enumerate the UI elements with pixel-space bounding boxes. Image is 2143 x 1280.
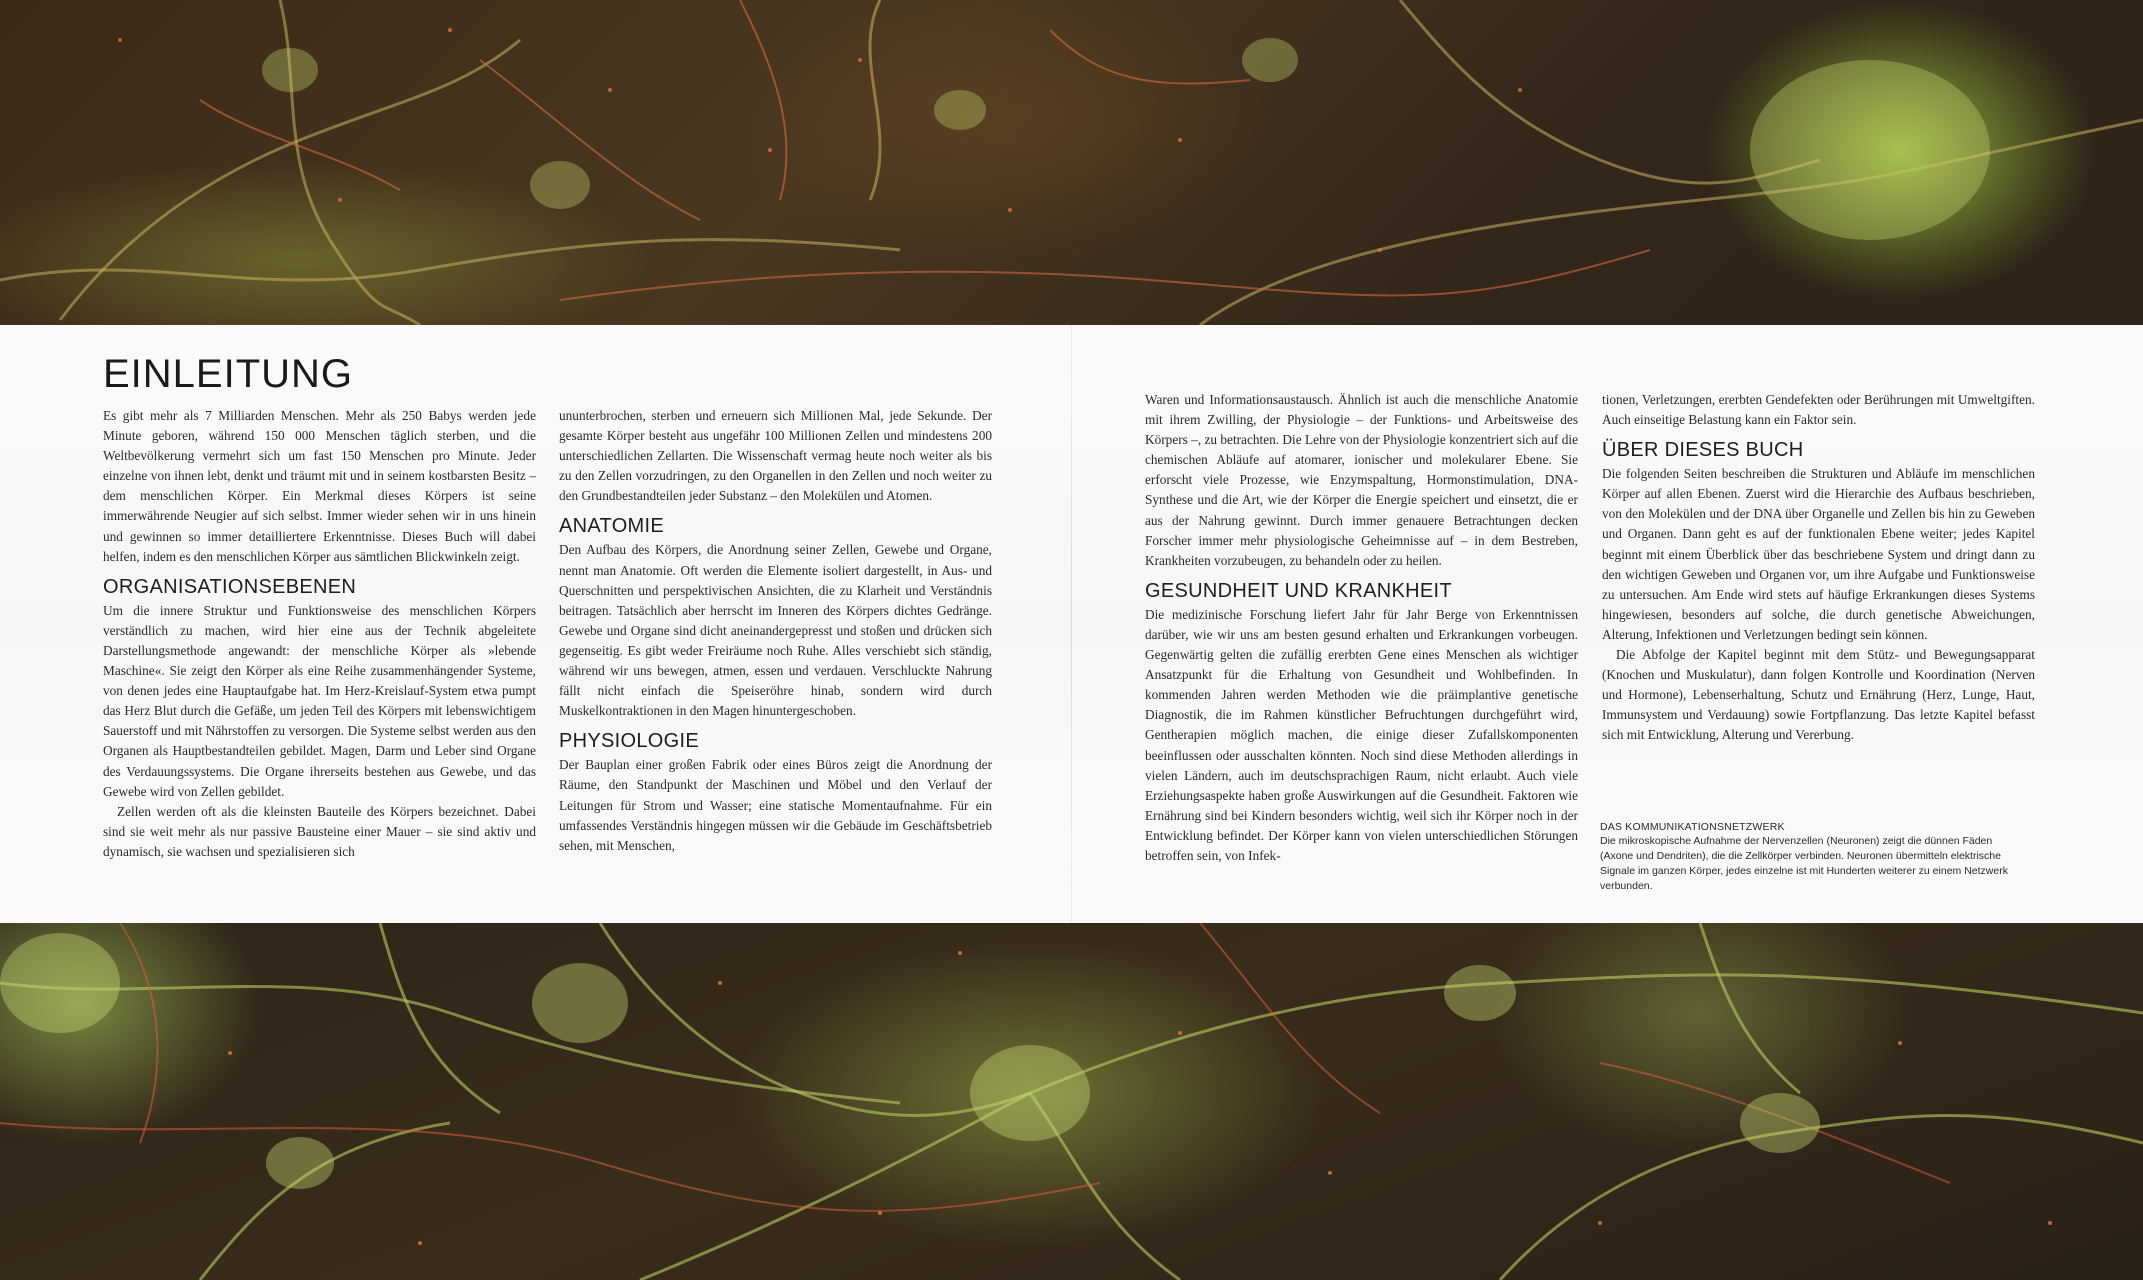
heading-anatomie: ANATOMIE: [559, 515, 665, 538]
neuron-micrograph-top: [0, 0, 2143, 325]
paragraph: Um die innere Struktur und Funktionsweise des menschlichen Körpers verständlich zu machen, wird hier eine aus der Technik abgeleitete Darstellungsmethode angewandt: der menschliche Körper als »lebende Maschine«. Sie zeigt den Körper als eine Reihe zusammenhängender Systeme, von denen jedes eine Hauptaufgabe hat. Im Herz-Kreislauf-System etwa pumpt das Herz Blut durch die Gefäße, um jeden Teil des Körpers mit lebenswichtigem Sauerstoff und mit Nährstoffen zu versorgen. Die Systeme selbst werden aus den Organen als Hauptbestandteilen gebildet. Magen, Darm und Leber sind Organe des Verdauungssystems. Die Organe ihrerseits bestehen aus Gewebe, und das Gewebe wird von Zellen gebildet.: [103, 602, 536, 799]
heading-physiologie: PHYSIOLOGIE: [559, 730, 700, 753]
page-title: EINLEITUNG: [103, 352, 354, 396]
paragraph: Die Abfolge der Kapitel beginnt mit dem Stütz- und Bewegungsapparat (Knochen und Muskulatur), dann folgen Kontrolle und Koordination (Nerven und Hormone), Lebenserhaltung, Schutz und Ernährung (Herz, Lunge, Haut, Immunsystem und Verdauung) sowie Fortpflanzung. Das letzte Kapitel befasst sich mit Entwicklung, Alterung und Vererbung.: [1602, 647, 2035, 743]
paragraph: ununterbrochen, sterben und erneuern sich Millionen Mal, jede Sekunde. Der gesamte Körper besteht aus ungefähr 100 Millionen Zellen und mindestens 200 unterschiedlichen Zellarten. Die Wissenschaft vermag heute noch weiter als bis zu den Zellen vorzudringen, zu den Organellen in den Zellen und noch weiter zu den Grundbestandteilen jeder Substanz – den Molekülen und Atomen.: [559, 408, 992, 504]
neuron-network-bottom-drawing: [0, 923, 2143, 1280]
neuron-network-top-drawing: [0, 0, 2143, 325]
paragraph: Der Bauplan einer großen Fabrik oder eines Büros zeigt die Anordnung der Räume, den Standpunkt der Maschinen und Möbel und den Verlauf der Leitungen für Strom und Wasser; eine statische Momentaufnahme. Für ein umfassendes Verständnis hingegen müssen wir die Gebäude im Geschäftsbetrieb sehen, mit Menschen,: [559, 757, 992, 853]
text-column-3: [1145, 390, 1578, 866]
neuron-micrograph-bottom: [0, 923, 2143, 1280]
heading-ueber-dieses-buch: ÜBER DIESES BUCH: [1602, 439, 1804, 462]
paragraph: Waren und Informationsaustausch. Ähnlich ist auch die menschliche Anatomie mit ihrem Zwilling, der Physiologie – der Funktions- und Arbeitsweise des Körpers –, zu betrachten. Die Lehre von der Physiologie konzentriert sich auf die chemischen Abläufe auf atomarer, ionischer und molekularer Ebene. Sie erforscht viele Prozesse, wie Enzymspaltung, Hormonstimulation, DNA-Synthese und die Art, wie der Körper die Energie speichert und einsetzt, die er aus der Nahrung gewinnt. Durch immer genauere Betrachtungen decken Forscher immer mehr physiologische Geheimnisse auf – in dem Bestreben, Krankheiten vorzubeugen, zu behandeln oder zu heilen.: [1145, 392, 1578, 568]
paragraph: Die medizinische Forschung liefert Jahr für Jahr Berge von Erkenntnissen darüber, wie wir uns am besten gesund erhalten und Erkrankungen vorbeugen. Gegenwärtig gelten die zufällig ererbten Gene eines Menschen als wichtiger Ansatzpunkt für die Erhaltung von Gesundheit und Wohlbefinden. In kommenden Jahren werden Methoden wie die präimplantive genetische Diagnostik, die im Rahmen künstlicher Befruchtungen durchgeführt wird, Gentherapien möglich machen, die einige dieser Zufallskomponenten beeinflussen oder ausschalten könnten. Noch sind diese Methoden allerdings in vielen Ländern, auch im deutschsprachigen Raum, nicht erlaubt. Auch viele Erziehungsaspekte haben große Auswirkungen auf die Gesundheit. Faktoren wie Ernährung sind bei Kindern besonders wichtig, weil sich ihr Körper noch in der Entwicklung befindet. Der Körper kann von vielen unterschiedlichen Störungen betroffen sein, von Infek-: [1145, 606, 1578, 863]
page-gutter: [1071, 325, 1072, 923]
text-column-4: [1602, 390, 2035, 746]
paragraph: Zellen werden oft als die kleinsten Bauteile des Körpers bezeichnet. Dabei sind sie weit mehr als nur passive Bausteine einer Mauer – sie sind aktiv und dynamisch, sie wachsen und spezialisieren sich: [103, 803, 536, 859]
paragraph: tionen, Verletzungen, ererbten Gendefekten oder Berührungen mit Umweltgiften. Auch einseitige Belastung kann ein Faktor sein.: [1602, 392, 2035, 428]
text-column-1: [103, 406, 536, 862]
text-column-2: [559, 406, 992, 856]
heading-gesundheit-und-krankheit: GESUNDHEIT UND KRANKHEIT: [1145, 579, 1452, 602]
heading-organisationsebenen: ORGANISATIONSEBENEN: [103, 575, 357, 598]
caption-text: Die mikroskopische Aufnahme der Nervenzellen (Neuronen) zeigt die dünnen Fäden (Axone und Dendriten), die die Zellkörper verbinden. Neuronen übermitteln elektrische Signale im ganzen Körper, jedes einzelne ist mit Hunderten weiterer zu einem Netzwerk verbunden.: [1600, 835, 2008, 892]
intro-paragraph: Es gibt mehr als 7 Milliarden Menschen. Mehr als 250 Babys werden jede Minute geboren, während 150 000 Menschen täglich sterben, und die Weltbevölkerung vermehrt sich um fast 150 Menschen pro Minute. Jeder einzelne von ihnen lebt, denkt und träumt mit und in seinem kostbarsten Besitz – dem menschlichen Körper. Ein Merkmal dieses Körpers ist seine immerwährende Neugier auf sich selbst. Immer wieder sehen wir in uns hinein und gewinnen so immer detailliertere Erkenntnisse. Dieses Buch will dabei helfen, indem es den menschlichen Körper aus sämtlichen Blickwinkeln zeigt.: [103, 408, 536, 564]
text-spread: [0, 325, 2143, 923]
paragraph: Den Aufbau des Körpers, die Anordnung seiner Zellen, Gewebe und Organe, nennt man Anatomie. Oft werden die Elemente isoliert dargestellt, in Aus- und Querschnitten und perspektivischen Ansichten, die zu Klarheit und Verständnis beitragen. Tatsächlich aber herrscht im Inneren des Körpers dichtes Gedränge. Gewebe und Organe sind dicht aneinandergepresst und stoßen und drücken sich gegenseitig. Es gibt weder Freiräume noch Ruhe. Alles verschiebt sich ständig, während wir uns bewegen, atmen, essen und verdauen. Verschluckte Nahrung fällt nicht einfach die Speiseröhre hinab, sondern wird durch Muskelkontraktionen in den Magen hinuntergeschoben.: [559, 542, 992, 719]
caption-title: DAS KOMMUNIKATIONSNETZWERK: [1600, 821, 1785, 833]
paragraph: Die folgenden Seiten beschreiben die Strukturen und Abläufe im menschlichen Körper auf allen Ebenen. Zuerst wird die Hierarchie des Aufbaus beschrieben, von den Molekülen und der DNA über Organelle und Zellen bis hin zu Geweben und Organen. Dann geht es auf der funktionalen Ebene weiter; jedes Kapitel beginnt mit einem Überblick über das beschriebene System und dringt dann zu den wichtigen Geweben und Organen vor, um ihre Aufgabe und Funktionsweise zu untersuchen. Am Ende wird stets auf häufige Erkrankungen dieses Systems hingewiesen, besonders auf solche, die durch genetische Abweichungen, Alterung, Infektionen und Verletzungen bedingt sein können.: [1602, 466, 2035, 642]
image-caption: [1600, 820, 2020, 894]
